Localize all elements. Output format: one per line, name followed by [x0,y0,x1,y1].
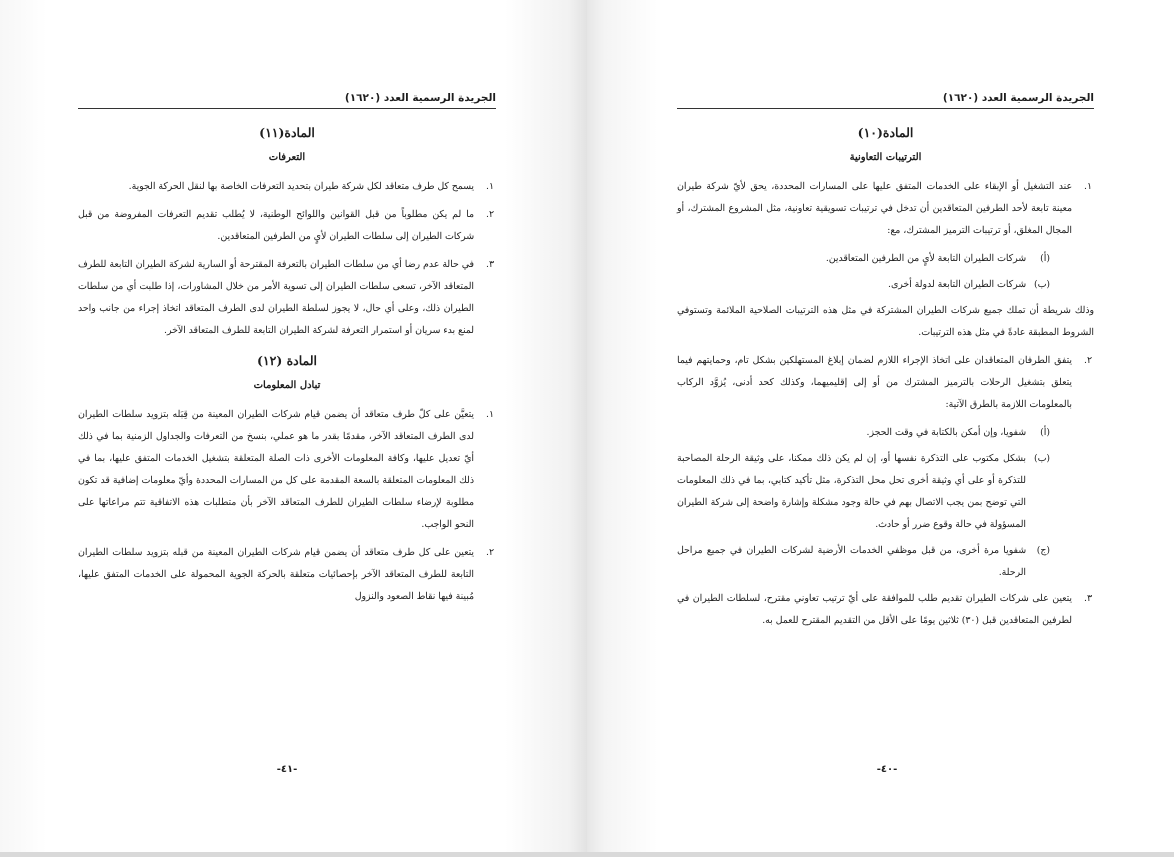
header-rule [677,108,1094,109]
article-12-item-1 [78,404,496,536]
item-text: عند التشغيل أو الإبقاء على الخدمات المتفق عليها على المسارات المحددة، يحق لأيّ شركة طيران معينة تابعة لأحد الطرفين المتعاقدين أن تدخل في ترتيبات تسويقية تعاونية، مثل المشروع المشترك، أو المجال المغلق، أو ترتيبات الترميز المشترك، مع: [677,181,1072,236]
subitem-text: شركات الطيران التابعة لأيٍ من الطرفين المتعاقدين. [825,253,1026,264]
page-number: -٤١- [276,764,298,775]
article-10-item-2-subitem-b [677,448,1050,536]
article-10-item-3 [677,588,1094,632]
article-10-item-1 [677,176,1094,242]
article-10-subtitle: الترتيبات التعاونية [849,152,922,163]
article-12-subtitle: تبادل المعلومات [253,380,321,391]
article-10-subitem-b [677,274,1050,296]
article-11-item-3 [78,254,496,342]
page-number: -٤٠- [876,764,898,775]
page-41 [0,0,587,852]
subitem-letter: (أ) [1040,253,1050,264]
header-rule [78,108,496,109]
article-11-subtitle: التعرفات [268,152,306,163]
subitem-letter: (ب) [1033,279,1050,290]
item-number: ٣. [486,259,494,270]
subitem-letter: (ج) [1036,545,1050,556]
subitem-text: شركات الطيران التابعة لدولة أخرى. [888,279,1026,290]
page-content [78,120,496,614]
item-number: ٣. [1084,593,1092,604]
item-text: يتعيَّن على كلّ طرف متعاقد أن يضمن قيام شركات الطيران المعينة من قِبَله بتزويد سلطات الطيران لدى الطرف المتعاقد الآخر، مقدمًا بقدر ما هو عملي، بنسخ من التعرفات والجداول الزمنية بما في ذلك أيّ تعديل عليها، وكافة المعلومات الأخرى ذات الصلة المتعلقة بتشغيل الخدمات المتفق عليها، بما في ذلك المعلومات المتعلقة بالسعة المقدمة على كل من المسارات المحددة وأيّ معلومات إضافية قد تكون مطلوبة لإرضاء سلطات الطيران للطرف المتعاقد الآخر بأن متطلبات هذه الاتفاقية تتم مراعاتها على النحو الواجب. [78,409,474,530]
page-content [677,120,1094,638]
article-12-item-2 [78,542,496,608]
article-10-note: وذلك شريطة أن تملك جميع شركات الطيران المشتركة في مثل هذه الترتيبات الصلاحية الملائمة وتستوفي الشروط المطبقة عادةً في مثل هذه الترتيبات. [677,305,1094,338]
item-number: ١. [486,409,494,420]
page-40 [587,0,1174,852]
subitem-letter: (ب) [1033,453,1050,464]
subitem-text: شفويا مرة أخرى، من قبل موظفي الخدمات الأرضية لشركات الطيران في جميع مراحل الرحلة. [677,545,1026,578]
item-text: يتعين على كل طرف متعاقد أن يضمن قيام شركات الطيران المعينة من قبله بتزويد سلطات الطيران التابعة للطرف المتعاقد الآخر بإحصائيات متعلقة بالحركة الجوية المحمولة على الخدمات المتفق عليها، مُبينة فيها نقاط الصعود والنزول [78,547,474,602]
item-number: ٢. [1084,355,1092,366]
article-11-item-1 [78,176,496,198]
item-number: ١. [1084,181,1092,192]
article-10-item-2 [677,350,1094,416]
item-text: يتفق الطرفان المتعاقدان على اتخاذ الإجراء اللازم لضمان إبلاغ المستهلكين بشكل تام، وحمايتهم فيما يتعلق بتشغيل الرحلات بالترميز المشترك من أو إلى إقليميهما، وكذلك كحد أدنى، يُزوَّد الركاب بالمعلومات اللازمة بالطرق الآتية: [677,355,1072,410]
article-10-title: المادة(١٠) [857,125,914,140]
article-10-item-2-subitem-c [677,540,1050,584]
article-11-title: المادة(١١) [259,125,315,140]
item-text: ما لم يكن مطلوباً من قبل القوانين واللوائح الوطنية، لا يُطلب تقديم التعرفات المفروضة من قبل شركات الطيران إلى سلطات الطيران لأيٍ من الطرفين المتعاقدين. [78,209,474,242]
article-10-item-2-subitem-a [677,422,1050,444]
article-10-subitem-a [677,248,1050,270]
item-number: ٢. [486,209,494,220]
item-text: يتعين على شركات الطيران تقديم طلب للموافقة على أيّ ترتيب تعاوني مقترح، لسلطات الطيران في لطرفين المتعاقدين قبل (٣٠) ثلاثين يومًا على الأقل من التقديم المقترح للعمل به. [677,593,1072,626]
subitem-text: شفويا، وإن أمكن بالكتابة في وقت الحجز. [866,427,1026,438]
article-11-item-2 [78,204,496,248]
running-head: الجريدة الرسمية العدد (١٦٢٠) [344,92,496,104]
subitem-letter: (أ) [1040,427,1050,438]
item-text: يسمح كل طرف متعاقد لكل شركة طيران بتحديد التعرفات الخاصة بها لنقل الحركة الجوية. [128,181,474,192]
article-12-title: المادة (١٢) [256,353,318,368]
subitem-text: بشكل مكتوب على التذكرة نفسها أو، إن لم يكن ذلك ممكنا، على وثيقة الرحلة المصاحبة للتذكرة أو على أي وثيقة أخرى تحل محل التذكرة، مثل تأكيد كتابي، بما في ذلك المعلومات التي توضح بمن يجب الاتصال بهم في حالة وجود مشكلة وإشارة واضحة إلى شركة الطيران المسؤولة في حالة وقوع ضرر أو حادث. [677,453,1026,530]
item-text: في حالة عدم رضا أي من سلطات الطيران بالتعرفة المقترحة أو السارية لشركة الطيران التابعة للطرف المتعاقد الآخر، تسعى سلطات الطيران إلى تسوية الأمر من خلال المشاورات، إذا طلبت أي من سلطات الطيران ذلك، وعلى أي حال، لا يجوز لسلطة الطيران لدى الطرف المتعاقد اتخاذ إجراء من جانب واحد لمنع بدء سريان أو استمرار التعرفة لشركة الطيران التابعة للطرف المتعاقد الآخر. [78,259,474,336]
item-number: ١. [486,181,494,192]
item-number: ٢. [486,547,494,558]
running-head: الجريدة الرسمية العدد (١٦٢٠) [942,92,1094,104]
